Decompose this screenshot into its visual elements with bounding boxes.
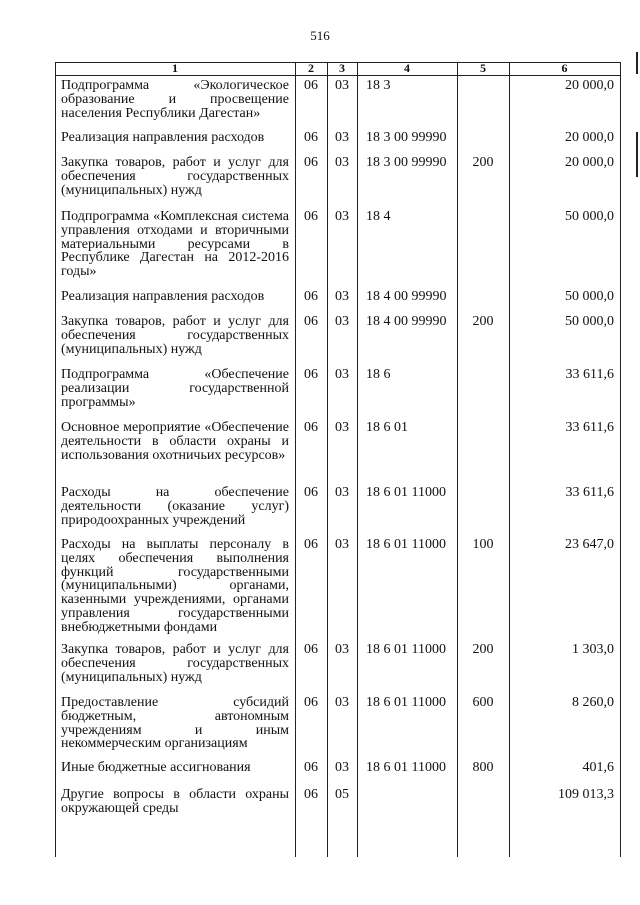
- row-target-code: 18 4 00 99990: [366, 314, 447, 329]
- header-col-5: 5: [480, 61, 486, 75]
- row-target-code: 18 3 00 99990: [366, 155, 447, 170]
- row-name: Реализация направления расходов: [61, 289, 265, 304]
- row-target-code: 18 4: [366, 209, 391, 224]
- row-subsection: 03: [335, 695, 349, 710]
- row-subsection: 03: [335, 537, 349, 552]
- row-name: Закупка товаров, работ и услуг для обеспечения государственных (муниципальных) нужд: [61, 642, 289, 685]
- row-subsection: 03: [335, 78, 349, 93]
- row-target-code: 18 6: [366, 367, 391, 382]
- row-amount: 20 000,0: [565, 130, 614, 145]
- row-amount: 50 000,0: [565, 209, 614, 224]
- row-expense-type: 100: [472, 537, 494, 552]
- row-name: Иные бюджетные ассигнования: [61, 760, 251, 775]
- row-amount: 23 647,0: [565, 537, 614, 552]
- row-section: 06: [304, 787, 318, 802]
- row-amount: 33 611,6: [565, 485, 614, 500]
- header-col-6: 6: [561, 61, 568, 75]
- row-name: Расходы на выплаты персоналу в целях обеспечения выполнения функций государственными (муниципальными) органами, казенными учреждениями, органами управления государственными внебюджетными фондами: [61, 537, 289, 635]
- scan-edge-mark: [636, 132, 638, 177]
- row-name: Реализация направления расходов: [61, 130, 265, 145]
- row-section: 06: [304, 289, 318, 304]
- header-col-3: 3: [339, 61, 345, 75]
- row-section: 06: [304, 537, 318, 552]
- row-amount: 401,6: [582, 760, 614, 775]
- row-amount: 20 000,0: [565, 155, 614, 170]
- row-section: 06: [304, 209, 318, 224]
- scan-edge-mark: [636, 52, 638, 74]
- page-number: 516: [310, 28, 330, 43]
- row-subsection: 03: [335, 642, 349, 657]
- row-target-code: 18 4 00 99990: [366, 289, 447, 304]
- row-section: 06: [304, 420, 318, 435]
- row-section: 06: [304, 485, 318, 500]
- row-name: Основное мероприятие «Обеспечение деятельности в области охраны и использования охотничьих ресурсов»: [61, 420, 289, 463]
- header-col-4: 4: [404, 61, 410, 75]
- row-expense-type: 200: [472, 642, 494, 657]
- row-name: Закупка товаров, работ и услуг для обеспечения государственных (муниципальных) нужд: [61, 314, 289, 357]
- row-section: 06: [304, 367, 318, 382]
- row-subsection: 05: [335, 787, 349, 802]
- row-subsection: 03: [335, 420, 349, 435]
- row-target-code: 18 3: [366, 78, 391, 93]
- row-section: 06: [304, 155, 318, 170]
- row-section: 06: [304, 695, 318, 710]
- row-target-code: 18 6 01: [366, 420, 408, 435]
- row-subsection: 03: [335, 209, 349, 224]
- row-target-code: 18 6 01 11000: [366, 760, 446, 775]
- row-amount: 50 000,0: [565, 289, 614, 304]
- row-subsection: 03: [335, 155, 349, 170]
- row-subsection: 03: [335, 367, 349, 382]
- row-name: Предоставление субсидий бюджетным, автономным учреждениям и иным некоммерческим организациям: [61, 695, 289, 752]
- row-subsection: 03: [335, 485, 349, 500]
- row-subsection: 03: [335, 289, 349, 304]
- row-target-code: 18 6 01 11000: [366, 485, 446, 500]
- row-expense-type: 200: [472, 155, 494, 170]
- row-expense-type: 200: [472, 314, 494, 329]
- row-name: Другие вопросы в области охраны окружающей среды: [61, 787, 289, 816]
- row-subsection: 03: [335, 760, 349, 775]
- row-section: 06: [304, 130, 318, 145]
- row-amount: 33 611,6: [565, 367, 614, 382]
- header-col-2: 2: [308, 61, 314, 75]
- row-target-code: 18 3 00 99990: [366, 130, 447, 145]
- row-expense-type: 800: [472, 760, 494, 775]
- row-amount: 20 000,0: [565, 78, 614, 93]
- row-section: 06: [304, 78, 318, 93]
- row-section: 06: [304, 642, 318, 657]
- row-amount: 1 303,0: [572, 642, 614, 657]
- row-target-code: 18 6 01 11000: [366, 642, 446, 657]
- row-subsection: 03: [335, 314, 349, 329]
- row-amount: 8 260,0: [572, 695, 614, 710]
- row-target-code: 18 6 01 11000: [366, 695, 446, 710]
- row-section: 06: [304, 760, 318, 775]
- row-expense-type: 600: [472, 695, 494, 710]
- row-amount: 50 000,0: [565, 314, 614, 329]
- row-name: Подпрограмма «Обеспечение реализации государственной программы»: [61, 367, 289, 410]
- row-amount: 109 013,3: [558, 787, 614, 802]
- budget-table: [55, 62, 620, 857]
- row-name: Расходы на обеспечение деятельности (оказание услуг) природоохранных учреждений: [61, 485, 289, 528]
- row-target-code: 18 6 01 11000: [366, 537, 446, 552]
- row-name: Подпрограмма «Комплексная система управления отходами и вторичными материальными ресурсами в Республике Дагестан на 2012-2016 годы»: [61, 209, 289, 280]
- row-section: 06: [304, 314, 318, 329]
- row-name: Закупка товаров, работ и услуг для обеспечения государственных (муниципальных) нужд: [61, 155, 289, 198]
- row-subsection: 03: [335, 130, 349, 145]
- row-name: Подпрограмма «Экологическое образование и просвещение населения Республики Дагестан»: [61, 78, 289, 121]
- row-amount: 33 611,6: [565, 420, 614, 435]
- header-col-1: 1: [172, 61, 178, 75]
